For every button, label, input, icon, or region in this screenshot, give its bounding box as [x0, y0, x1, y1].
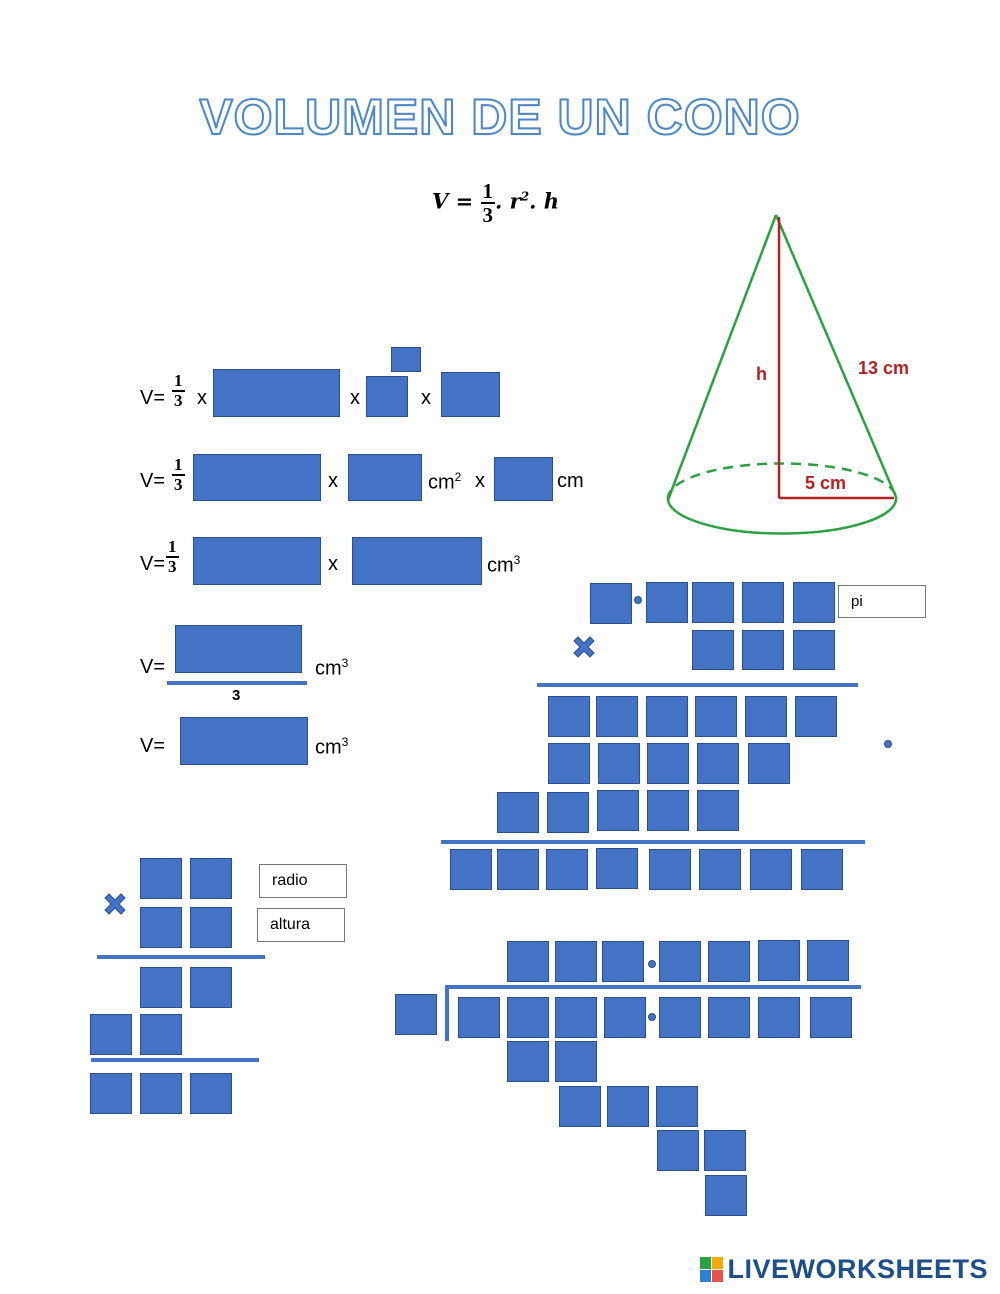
dividend-box[interactable]	[810, 997, 852, 1038]
row4-fraction-bar	[167, 681, 307, 685]
product-result-box[interactable]	[649, 849, 691, 890]
row3-fraction: $\frac{1}{3}$	[168, 537, 177, 576]
pi-mult-box[interactable]	[646, 582, 688, 623]
small-mult-separator	[97, 955, 265, 959]
remainder-box[interactable]	[507, 1041, 549, 1082]
pi-label: pi	[838, 585, 926, 618]
partial-product-box[interactable]	[695, 696, 737, 737]
quotient-box[interactable]	[708, 941, 750, 982]
product-result-box[interactable]	[497, 849, 539, 890]
dividend-box[interactable]	[758, 997, 800, 1038]
pi-mult-box[interactable]	[692, 630, 734, 670]
partial-product-box[interactable]	[596, 696, 638, 737]
partial-product-box[interactable]	[598, 743, 640, 784]
pi-mult-box[interactable]	[590, 583, 632, 624]
volume-formula: V = $\frac{1}{3}$ . $r^2$. h	[432, 179, 559, 228]
cone-radius-label: 5 cm	[805, 473, 847, 493]
dividend-box[interactable]	[604, 997, 646, 1038]
altura-label: altura	[257, 908, 345, 942]
cone-base-front	[668, 497, 896, 534]
cone-left-edge	[668, 215, 776, 500]
remainder-box[interactable]	[704, 1130, 746, 1171]
pi-mult-box[interactable]	[793, 630, 835, 670]
dividend-box[interactable]	[507, 997, 549, 1038]
small-mult-box[interactable]	[140, 858, 182, 899]
small-partial-box[interactable]	[140, 967, 182, 1008]
partial-product-box[interactable]	[647, 743, 689, 784]
sum-separator-line	[441, 840, 865, 844]
product-result-box[interactable]	[699, 849, 741, 890]
pi-mult-box[interactable]	[793, 582, 835, 623]
small-sum-separator	[91, 1058, 259, 1062]
row4-numerator-box[interactable]	[175, 625, 302, 673]
quotient-box[interactable]	[555, 941, 597, 982]
row1-exponent-box[interactable]	[391, 347, 421, 372]
division-bracket-horizontal	[445, 985, 861, 989]
decimal-point	[884, 740, 892, 748]
cone-slant-label: 13 cm	[858, 358, 910, 378]
divisor-box[interactable]	[395, 994, 437, 1035]
product-result-box[interactable]	[546, 849, 588, 890]
small-mult-box[interactable]	[140, 907, 182, 948]
pi-mult-box[interactable]	[742, 582, 784, 623]
row3-answer-box-2[interactable]	[352, 537, 482, 585]
row3-answer-box-1[interactable]	[193, 537, 321, 585]
row3-times: x	[328, 553, 338, 575]
page-title: VOLUMEN DE UN CONO	[199, 89, 801, 145]
row1-v-label: V=	[140, 387, 166, 409]
decimal-point	[648, 1013, 656, 1021]
row4-divisor: 3	[232, 687, 241, 704]
row2-unit-cm2: $cm^2$	[428, 470, 462, 494]
row2-answer-box-2[interactable]	[348, 454, 422, 501]
row2-fraction: $\frac{1}{3}$	[174, 455, 183, 494]
small-mult-box[interactable]	[190, 858, 232, 899]
product-result-box[interactable]	[596, 848, 638, 889]
remainder-box[interactable]	[555, 1041, 597, 1082]
remainder-box[interactable]	[656, 1086, 698, 1127]
cone-right-edge	[776, 215, 896, 497]
row2-times-2: x	[475, 470, 485, 492]
small-partial-box[interactable]	[140, 1014, 182, 1055]
partial-product-box[interactable]	[497, 792, 539, 833]
row1-times-1: x	[197, 387, 207, 409]
dividend-box[interactable]	[555, 997, 597, 1038]
row2-v-label: V=	[140, 470, 166, 492]
liveworksheets-logo	[700, 1254, 988, 1285]
partial-product-box[interactable]	[597, 790, 639, 831]
small-result-box[interactable]	[190, 1073, 232, 1114]
remainder-box[interactable]	[607, 1086, 649, 1127]
partial-product-box[interactable]	[548, 696, 590, 737]
small-partial-box[interactable]	[190, 967, 232, 1008]
row2-times-1: x	[328, 470, 338, 492]
multiply-icon	[570, 633, 598, 661]
partial-product-box[interactable]	[697, 743, 739, 784]
small-result-box[interactable]	[90, 1073, 132, 1114]
row4-unit-cm3: $cm^3$	[315, 656, 349, 680]
decimal-point	[634, 596, 642, 604]
row2-unit-cm: cm	[557, 470, 584, 492]
row3-v-label: V=	[140, 553, 166, 575]
row1-fraction: $\frac{1}{3}$	[174, 371, 183, 410]
row5-unit-cm3: $cm^3$	[315, 735, 349, 759]
row1-answer-box-1[interactable]	[213, 369, 340, 417]
quotient-box[interactable]	[602, 941, 644, 982]
row2-answer-box-1[interactable]	[193, 454, 321, 501]
partial-product-box[interactable]	[646, 696, 688, 737]
dividend-box[interactable]	[659, 997, 701, 1038]
dividend-box[interactable]	[708, 997, 750, 1038]
quotient-box[interactable]	[659, 941, 701, 982]
partial-product-box[interactable]	[548, 743, 590, 784]
mult-separator-line	[537, 683, 858, 687]
partial-product-box[interactable]	[697, 790, 739, 831]
cone-base-back	[668, 463, 896, 500]
row1-times-3: x	[421, 387, 431, 409]
pi-mult-box[interactable]	[742, 630, 784, 670]
division-bracket-vertical	[445, 985, 449, 1041]
dividend-box[interactable]	[458, 997, 500, 1038]
multiply-icon	[101, 890, 129, 918]
cone-diagram	[660, 205, 940, 545]
partial-product-box[interactable]	[745, 696, 787, 737]
small-partial-box[interactable]	[90, 1014, 132, 1055]
quotient-box[interactable]	[758, 940, 800, 981]
remainder-box[interactable]	[559, 1086, 601, 1127]
cone-h-label: h	[756, 364, 767, 384]
partial-product-box[interactable]	[547, 792, 589, 833]
row4-v-label: V=	[140, 656, 166, 678]
logo-text: LIVEWORKSHEETS	[727, 1254, 988, 1284]
quotient-box[interactable]	[807, 940, 849, 981]
logo-icon	[700, 1257, 724, 1283]
small-result-box[interactable]	[140, 1073, 182, 1114]
partial-product-box[interactable]	[748, 743, 790, 784]
pi-mult-box[interactable]	[692, 582, 734, 623]
row5-v-label: V=	[140, 735, 166, 757]
row5-answer-box[interactable]	[180, 717, 308, 765]
row2-answer-box-3[interactable]	[494, 457, 553, 501]
row1-answer-box-3[interactable]	[441, 372, 500, 417]
partial-product-box[interactable]	[647, 790, 689, 831]
row1-answer-box-2[interactable]	[366, 376, 408, 417]
decimal-point	[648, 960, 656, 968]
product-result-box[interactable]	[750, 849, 792, 890]
remainder-box[interactable]	[657, 1130, 699, 1171]
product-result-box[interactable]	[450, 849, 492, 890]
row1-times-2: x	[350, 387, 360, 409]
quotient-box[interactable]	[507, 941, 549, 982]
remainder-box[interactable]	[705, 1175, 747, 1216]
product-result-box[interactable]	[801, 849, 843, 890]
partial-product-box[interactable]	[795, 696, 837, 737]
row3-unit-cm3: $cm^3$	[487, 553, 521, 577]
small-mult-box[interactable]	[190, 907, 232, 948]
radio-label: radio	[259, 864, 347, 898]
